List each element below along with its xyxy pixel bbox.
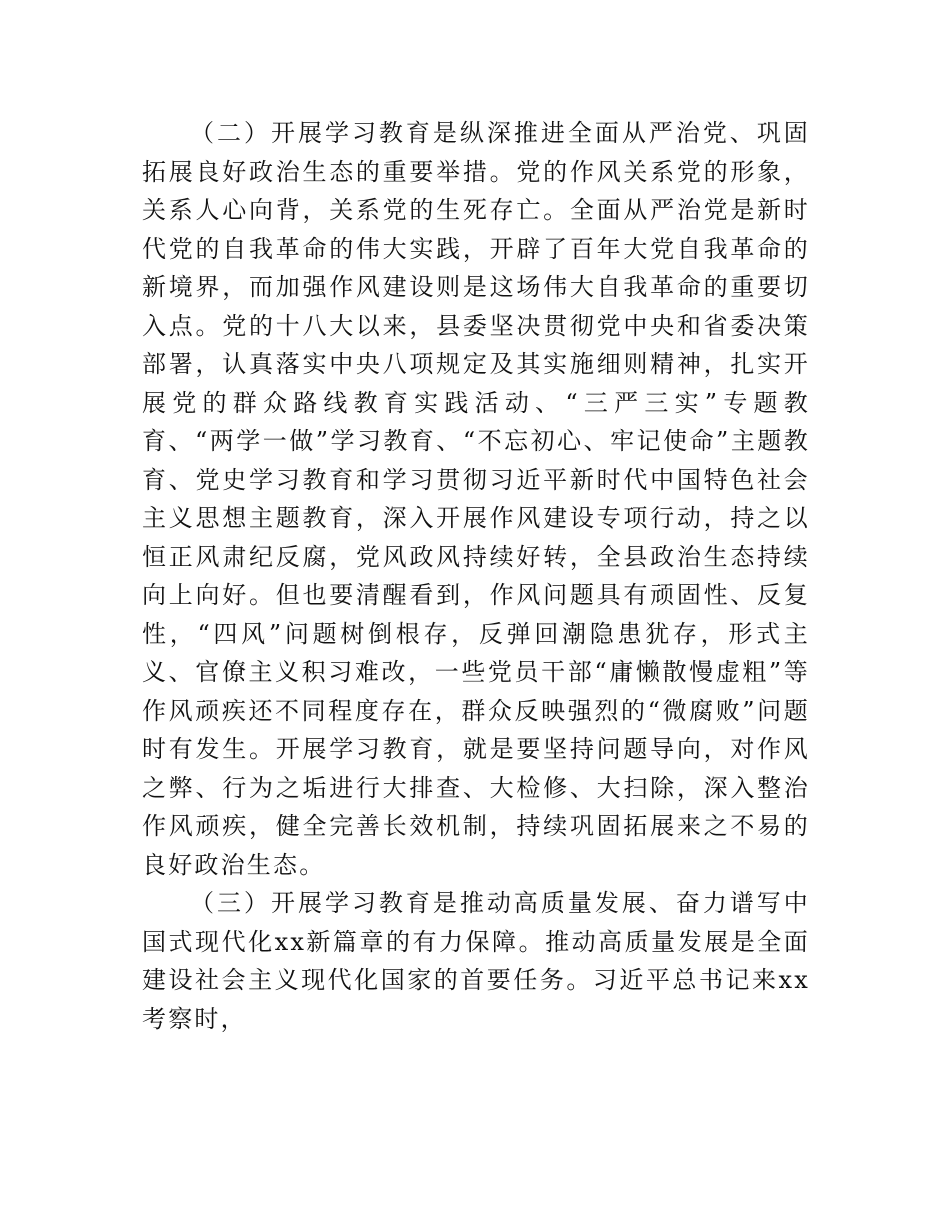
paragraph-section-2: （二）开展学习教育是纵深推进全面从严治党、巩固拓展良好政治生态的重要举措。党的作风关系党的形象，关系人心向背，关系党的生死存亡。全面从严治党是新时代党的自我革命的伟大实践，开辟了百年大党自我革命的新境界，而加强作风建设则是这场伟大自我革命的重要切入点。党的十八大以来，县委坚决贯彻党中央和省委决策部署，认真落实中央八项规定及其实施细则精神，扎实开展党的群众路线教育实践活动、“三严三实”专题教育、“两学一做”学习教育、“不忘初心、牢记使命”主题教育、党史学习教育和学习贯彻习近平新时代中国特色社会主义思想主题教育，深入开展作风建设专项行动，持之以恒正风肃纪反腐，党风政风持续好转，全县政治生态持续向上向好。但也要清醒看到，作风问题具有顽固性、反复性，“四风”问题树倒根存，反弹回潮隐患犹存，形式主义、官僚主义积习难改，一些党员干部“庸懒散慢虚粗”等作风顽疾还不同程度存在，群众反映强烈的“微腐败”问题时有发生。开展学习教育，就是要坚持问题导向，对作风之弊、行为之垢进行大排查、大检修、大扫除，深入整治作风顽疾，健全完善长效机制，持续巩固拓展来之不易的良好政治生态。 — [142, 119, 810, 879]
paragraph-section-3: （三）开展学习教育是推动高质量发展、奋力谱写中国式现代化xx新篇章的有力保障。推动高质量发展是全面建设社会主义现代化国家的首要任务。习近平总书记来xx考察时， — [142, 889, 810, 1033]
document-body — [142, 114, 810, 1038]
